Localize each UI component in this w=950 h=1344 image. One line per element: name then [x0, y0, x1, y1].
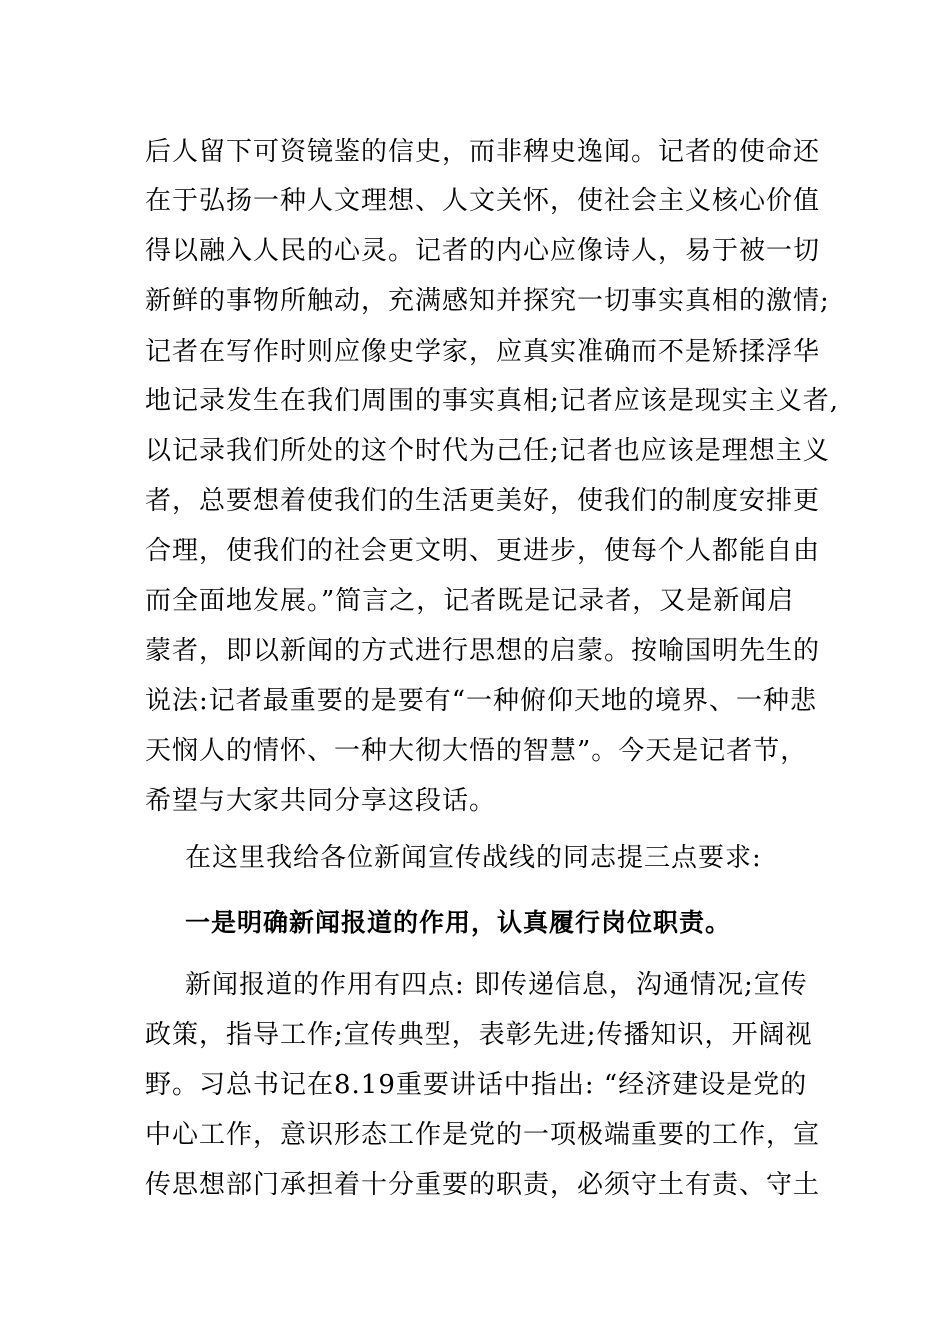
paragraph-line: 说法:记者最重要的是要有“一种俯仰天地的境界、一种悲 — [145, 686, 818, 716]
paragraph-line: 中心工作，意识形态工作是党的一项极端重要的工作，宣 — [145, 1120, 821, 1150]
paragraph-line: 以记录我们所处的这个时代为己任;记者也应该是理想主义 — [145, 436, 830, 466]
paragraph-line: 天悯人的情怀、一种大彻大悟的智慧”。今天是记者节， — [145, 736, 808, 766]
paragraph-line: 新鲜的事物所触动，充满感知并探究一切事实真相的激情; — [145, 286, 830, 316]
paragraph-line: 蒙者，即以新闻的方式进行思想的启蒙。按喻国明先生的 — [145, 636, 821, 666]
paragraph-line: 希望与大家共同分享这段话。 — [145, 786, 497, 816]
paragraph-line: 地记录发生在我们周围的事实真相;记者应该是现实主义者, — [145, 386, 840, 416]
paragraph-line: 者，总要想着使我们的生活更美好，使我们的制度安排更 — [145, 486, 821, 516]
paragraph-line: 得以融入人民的心灵。记者的内心应像诗人，易于被一切 — [145, 236, 821, 266]
paragraph-line: 传思想部门承担着十分重要的职责，必须守土有责、守土 — [145, 1170, 821, 1200]
paragraph-line: 记者在写作时则应像史学家，应真实准确而不是矫揉浮华 — [145, 337, 821, 367]
paragraph-line: 野。习总书记在8.19重要讲话中指出: “经济建设是党的 — [145, 1070, 808, 1100]
paragraph-line: 而全面地发展。”简言之，记者既是记录者，又是新闻启 — [145, 586, 795, 616]
section-heading: 一是明确新闻报道的作用，认真履行岗位职责。 — [185, 908, 732, 937]
paragraph-line: 在于弘扬一种人文理想、人文关怀，使社会主义核心价值 — [145, 186, 821, 216]
paragraph-line: 合理，使我们的社会更文明、更进步，使每个人都能自由 — [145, 536, 821, 566]
paragraph-line: 政策，指导工作;宣传典型，表彰先进;传播知识，开阔视 — [145, 1020, 813, 1050]
paragraph-line: 在这里我给各位新闻宣传战线的同志提三点要求: — [185, 843, 762, 873]
paragraph-line: 新闻报道的作用有四点: 即传递信息，沟通情况;宣传 — [185, 970, 808, 1000]
paragraph-line: 后人留下可资镜鉴的信史，而非稗史逸闻。记者的使命还 — [145, 137, 821, 167]
